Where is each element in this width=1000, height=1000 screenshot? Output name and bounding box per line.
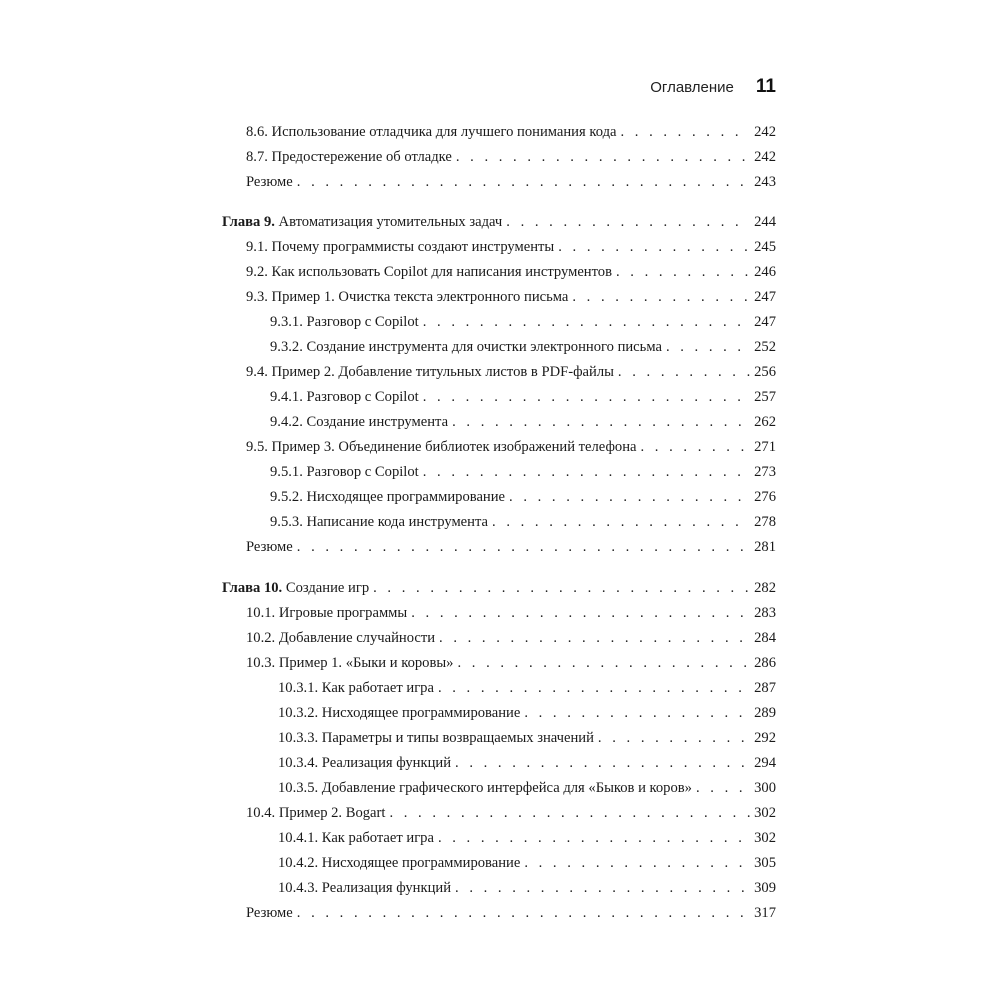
leader-dots: [438, 828, 750, 848]
page-number: 11: [755, 76, 776, 97]
toc-page-number: 282: [754, 580, 776, 596]
leader-dots: [423, 387, 750, 407]
toc-entry: 10.4.3. Реализация функций . . . 309: [278, 878, 776, 898]
leader-dots: [373, 578, 750, 598]
toc-entry: 9.2. Как использовать Copilot для написания инструментов . . . 246: [246, 262, 776, 282]
toc-entry: 9.4. Пример 2. Добавление титульных листов в PDF-файлы . . . 256: [246, 362, 776, 382]
toc-entry: 10.3. Пример 1. «Быки и коровы» . . . 286: [246, 653, 776, 673]
toc-entry: 10.2. Добавление случайности . . . 284: [246, 628, 776, 648]
toc-entry: 10.3.3. Параметры и типы возвращаемых значений . . . 292: [278, 728, 776, 748]
toc-page-number: 242: [754, 149, 776, 165]
toc-entry: 10.3.5. Добавление графического интерфейса для «Быков и коров» . . . 300: [278, 778, 776, 798]
toc-entry: 10.4.1. Как работает игра . . . 302: [278, 828, 776, 848]
toc-entry: 8.7. Предостережение об отладке . . . 242: [246, 147, 776, 167]
leader-dots: [558, 237, 750, 257]
toc-page-number: 292: [754, 730, 776, 746]
toc-page-number: 244: [754, 214, 776, 230]
leader-dots: [457, 653, 750, 673]
toc-page-number: 305: [754, 855, 776, 871]
toc-page-number: 289: [754, 705, 776, 721]
toc-entry: 10.1. Игровые программы . . . 283: [246, 603, 776, 623]
toc-page-number: 245: [754, 239, 776, 255]
toc-entry: 10.3.1. Как работает игра . . . 287: [278, 678, 776, 698]
toc-entry: Резюме . . . 243: [246, 172, 776, 192]
toc-page-number: 252: [754, 339, 776, 355]
toc-page-number: 281: [754, 539, 776, 555]
leader-dots: [492, 512, 750, 532]
toc-entry: 9.4.1. Разговор с Copilot . . . 257: [270, 387, 776, 407]
toc-page-number: 271: [754, 439, 776, 455]
leader-dots: [618, 362, 750, 382]
toc-entry: 9.3.2. Создание инструмента для очистки электронного письма . . . 252: [270, 337, 776, 357]
toc-entry: 9.3. Пример 1. Очистка текста электронного письма . . . 247: [246, 287, 776, 307]
toc-page-number: 302: [754, 830, 776, 846]
leader-dots: [297, 537, 750, 557]
toc-page-number: 317: [754, 905, 776, 921]
toc-chapter-entry: Глава 9. Автоматизация утомительных задач . . . 244: [222, 212, 776, 232]
leader-dots: [572, 287, 750, 307]
running-header: [650, 76, 776, 98]
toc-entry: 9.1. Почему программисты создают инструменты . . . 245: [246, 237, 776, 257]
leader-dots: [455, 878, 750, 898]
leader-dots: [524, 703, 750, 723]
leader-dots: [438, 678, 750, 698]
toc-entry: 9.4.2. Создание инструмента . . . 262: [270, 412, 776, 432]
leader-dots: [598, 728, 750, 748]
toc-page-number: 243: [754, 174, 776, 190]
toc-page-number: 247: [754, 314, 776, 330]
toc-entry: 10.3.4. Реализация функций . . . 294: [278, 753, 776, 773]
toc-page-number: 302: [754, 805, 776, 821]
leader-dots: [620, 122, 750, 142]
toc-entry: 9.5. Пример 3. Объединение библиотек изображений телефона . . . 271: [246, 437, 776, 457]
leader-dots: [666, 337, 750, 357]
toc-page-number: 246: [754, 264, 776, 280]
leader-dots: [297, 172, 750, 192]
toc-page-number: 256: [754, 364, 776, 380]
toc-page-number: 286: [754, 655, 776, 671]
toc-page-number: 309: [754, 880, 776, 896]
toc-page-number: 276: [754, 489, 776, 505]
leader-dots: [389, 803, 750, 823]
toc-page-number: 257: [754, 389, 776, 405]
toc-page-number: 278: [754, 514, 776, 530]
toc-page-number: 242: [754, 124, 776, 140]
leader-dots: [452, 412, 750, 432]
running-header-title: Оглавление: [650, 79, 734, 96]
toc-entry: 10.3.2. Нисходящее программирование . . . 289: [278, 703, 776, 723]
leader-dots: [641, 437, 751, 457]
leader-dots: [439, 628, 750, 648]
toc-page-number: 287: [754, 680, 776, 696]
toc-page-number: 273: [754, 464, 776, 480]
leader-dots: [524, 853, 750, 873]
toc-entry: 10.4. Пример 2. Bogart . . . 302: [246, 803, 776, 823]
leader-dots: [455, 753, 750, 773]
leader-dots: [411, 603, 750, 623]
toc-page-number: 247: [754, 289, 776, 305]
toc-entry: Резюме . . . 281: [246, 537, 776, 557]
leader-dots: [506, 212, 750, 232]
toc-entry: Резюме . . . 317: [246, 903, 776, 923]
toc-entry: 10.4.2. Нисходящее программирование . . . 305: [278, 853, 776, 873]
toc-page-number: 294: [754, 755, 776, 771]
leader-dots: [423, 312, 750, 332]
toc-page-number: 300: [754, 780, 776, 796]
toc-entry: 9.5.1. Разговор с Copilot . . . 273: [270, 462, 776, 482]
toc-page-number: 283: [754, 605, 776, 621]
toc-entry: 8.6. Использование отладчика для лучшего понимания кода . . . 242: [246, 122, 776, 142]
toc-page-number: 262: [754, 414, 776, 430]
toc-page-number: 284: [754, 630, 776, 646]
toc-entry: 9.3.1. Разговор с Copilot . . . 247: [270, 312, 776, 332]
toc-entry: 9.5.3. Написание кода инструмента . . . 278: [270, 512, 776, 532]
leader-dots: [297, 903, 750, 923]
leader-dots: [456, 147, 750, 167]
leader-dots: [423, 462, 750, 482]
leader-dots: [509, 487, 750, 507]
leader-dots: [696, 778, 750, 798]
leader-dots: [616, 262, 750, 282]
toc-chapter-entry: Глава 10. Создание игр . . . 282: [222, 578, 776, 598]
toc-entry: 9.5.2. Нисходящее программирование . . . 276: [270, 487, 776, 507]
